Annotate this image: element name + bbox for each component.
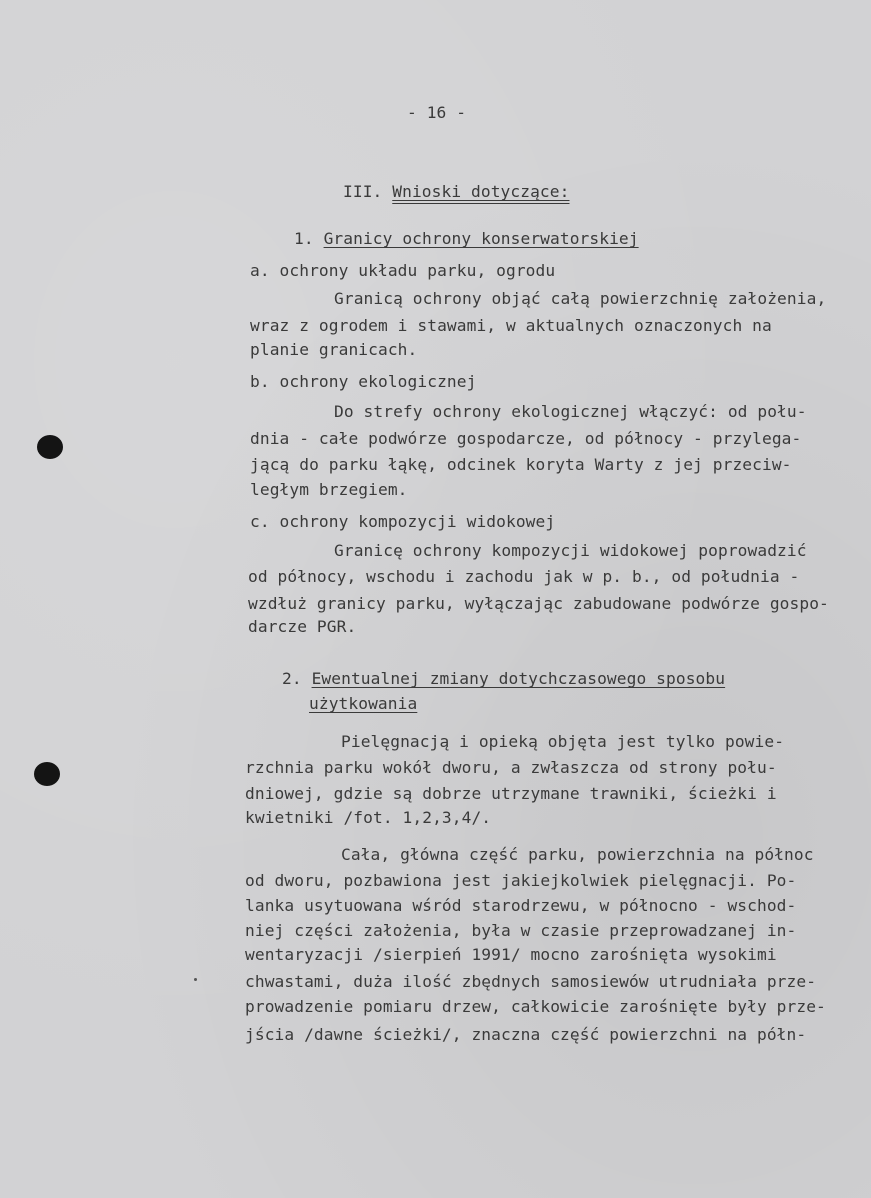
- paragraph-2-line: prowadzenie pomiaru drzew, całkowicie zarośnięte były prze-: [245, 997, 826, 1016]
- subsection-1-heading: [294, 230, 639, 248]
- item-a-line: Granicą ochrony objąć całą powierzchnię założenia,: [334, 289, 827, 308]
- punch-hole-lower: [34, 762, 60, 786]
- paragraph-1-line: dniowej, gdzie są dobrze utrzymane trawniki, ścieżki i: [245, 784, 777, 803]
- subsection-1-number: 1.: [294, 229, 314, 248]
- paragraph-1-line: Pielęgnacją i opieką objęta jest tylko powie-: [341, 732, 785, 751]
- section-heading: [343, 183, 569, 201]
- item-c-heading: c. ochrony kompozycji widokowej: [250, 512, 556, 531]
- item-c-line: wzdłuż granicy parku, wyłączając zabudowane podwórze gospo-: [248, 594, 829, 613]
- paragraph-2-line: od dworu, pozbawiona jest jakiejkolwiek pielęgnacji. Po-: [245, 871, 797, 890]
- item-a-heading: a. ochrony układu parku, ogrodu: [250, 261, 556, 280]
- paragraph-1-line: kwietniki /fot. 1,2,3,4/.: [245, 808, 492, 827]
- paragraph-2-line: lanka usytuowana wśród starodrzewu, w północno - wschod-: [245, 896, 797, 915]
- paragraph-2-line: chwastami, duża ilość zbędnych samosiewów utrudniała prze-: [245, 972, 817, 991]
- paragraph-1-line: rzchnia parku wokół dworu, a zwłaszcza od strony połu-: [245, 758, 777, 777]
- item-b-line: Do strefy ochrony ekologicznej włączyć: od połu-: [334, 402, 807, 421]
- item-c-line: od północy, wschodu i zachodu jak w p. b., od południa -: [248, 567, 800, 586]
- subsection-1-title: Granicy ochrony konserwatorskiej: [323, 229, 639, 248]
- subsection-2-title: Ewentualnej zmiany dotychczasowego sposobu: [311, 669, 726, 688]
- paragraph-2-line: Cała, główna część parku, powierzchnia na północ: [341, 845, 814, 864]
- item-b-line: dnia - całe podwórze gospodarcze, od północy - przylega-: [250, 429, 802, 448]
- item-a-line: wraz z ogrodem i stawami, w aktualnych oznaczonych na: [250, 316, 772, 335]
- item-b-line: ległym brzegiem.: [250, 480, 408, 499]
- subsection-2-title-continued: użytkowania: [309, 694, 418, 713]
- paragraph-2-line: wentaryzacji /sierpień 1991/ mocno zarośnięta wysokimi: [245, 945, 777, 964]
- item-b-line: jącą do parku łąkę, odcinek koryta Warty z jej przeciw-: [250, 455, 792, 474]
- item-a-line: planie granicach.: [250, 340, 418, 359]
- punch-hole-upper: [37, 435, 63, 459]
- paragraph-2-line: jścia /dawne ścieżki/, znaczna część powierzchni na półn-: [245, 1025, 807, 1044]
- item-c-line: darcze PGR.: [248, 617, 357, 636]
- item-c-line: Granicę ochrony kompozycji widokowej poprowadzić: [334, 541, 807, 560]
- page-speck: [194, 978, 197, 981]
- item-b-heading: b. ochrony ekologicznej: [250, 372, 477, 391]
- section-title: Wnioski dotyczące:: [392, 182, 570, 201]
- page-number: - 16 -: [407, 103, 467, 122]
- paragraph-2-line: niej części założenia, była w czasie przeprowadzanej in-: [245, 921, 797, 940]
- subsection-2-heading: [282, 670, 725, 688]
- subsection-2-number: 2.: [282, 669, 302, 688]
- section-numeral: III.: [343, 182, 383, 201]
